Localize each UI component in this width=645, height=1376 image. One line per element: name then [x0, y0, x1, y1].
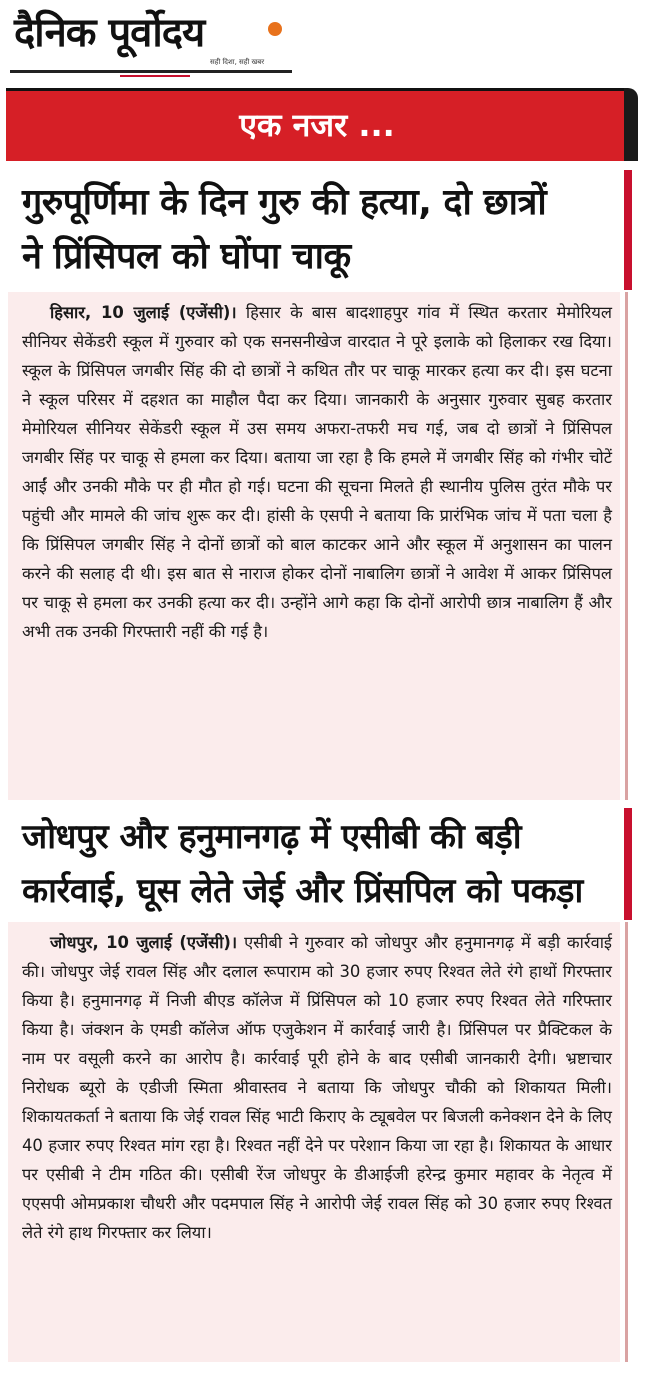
story-1-edge: [625, 292, 628, 800]
section-title: एक नजर ...: [239, 106, 395, 144]
masthead: [10, 8, 290, 72]
story-2-headline-bar: [624, 808, 632, 920]
story-2-headline: [6, 808, 628, 920]
story-2-dateline: जोधपुर, 10 जुलाई (एजेंसी)।: [50, 933, 238, 952]
story-1-headline-line-2: ने प्रिंसिपल को घोंपा चाकू: [22, 236, 351, 277]
section-banner: [6, 88, 628, 161]
logo-dot-icon: [268, 22, 282, 36]
story-2-paragraph: [22, 928, 612, 1247]
masthead-accent-line: [120, 75, 190, 77]
story-2-edge: [625, 922, 628, 1362]
story-1-text: हिसार के बास बादशाहपुर गांव में स्थित करतार मेमोरियल सीनियर सेकेंडरी स्कूल में गुरुवार को एक सनसनीखेज वारदात ने पूरे इलाके को हिलाकर रख दिया। स्कूल के प्रिंसिपल जगबीर सिंह की दो छात्रों ने कथित तौर पर चाकू मारकर हत्या कर दी। इस घटना ने स्कूल परिसर में दहशत का माहौल पैदा कर दिया। जानकारी के अनुसार गुरुवार सुबह करतार मेमोरियल सीनियर सेकेंडरी स्कूल में उस समय अफरा-तफरी मच गई, जब दो छात्रों ने प्रिंसिपल जगबीर सिंह पर चाकू से हमला कर दिया। बताया जा रहा है कि हमले में जगबीर सिंह को गंभीर चोटें आईं और उनकी मौके पर ही मौत हो गई। घटना की सूचना मिलते ही स्थानीय पुलिस तुरंत मौके पर पहुंची और मामले की जांच शुरू कर दी। हांसी के एसपी ने बताया कि प्रारंभिक जांच में पता चला है कि प्रिंसिपल जगबीर सिंह ने दोनों छात्रों को बाल काटकर आने और स्कूल में अनुशासन का पालन करने की सलाह दी थी। इस बात से नाराज होकर दोनों नाबालिग छात्रों ने आवेश में आकर प्रिंसिपल पर चाकू से हमला कर उनकी हत्या कर दी। उन्होंने आगे कहा कि दोनों आरोपी छात्र नाबालिग हैं और अभी तक उनकी गिरफ्तारी नहीं की गई है।: [22, 303, 613, 641]
story-2-text: एसीबी ने गुरुवार को जोधपुर और हनुमानगढ़ में बड़ी कार्रवाई की। जोधपुर जेई रावल सिंह और दलाल रूपाराम को 30 हजार रुपए रिश्वत लेते रंगे हाथों गिरफ्तार किया है। हनुमानगढ़ में निजी बीएड कॉलेज में प्रिंसिपल को 10 हजार रुपए रिश्वत लेते गरिफ्तार किया है। जंक्शन के एमडी कॉलेज ऑफ एजुकेशन में कार्रवाई जारी है। प्रिंसिपल पर प्रैक्टिकल के नाम पर वसूली करने का आरोप है। कार्रवाई पूरी होने के बाद एसीबी जानकारी देगी। भ्रष्टाचार निरोधक ब्यूरो के एडीजी स्मिता श्रीवास्तव ने बताया कि जोधपुर चौकी को शिकायत मिली। शिकायतकर्ता ने बताया कि जेई रावल सिंह भाटी किराए के ट्यूबवेल पर बिजली कनेक्शन देने के लिए 40 हजार रुपए रिश्वत मांग रहा है। रिश्वत नहीं देने पर परेशान किया जा रहा है। शिकायत के आधार पर एसीबी ने टीम गठित की। एसीबी रेंज जोधपुर के डीआईजी हरेन्द्र कुमार महावर के नेतृत्व में एएसपी ओमप्रकाश चौधरी और पदमपाल सिंह ने आरोपी जेई रावल सिंह को 30 हजार रुपए रिश्वत लेते रंगे हाथ गिरफ्तार कर लिया।: [22, 933, 612, 1242]
story-1-headline-line-1: गुरुपूर्णिमा के दिन गुरु की हत्या, दो छात्रों: [22, 182, 547, 223]
story-1-dateline: हिसार, 10 जुलाई (एजेंसी)।: [50, 303, 237, 322]
newspaper-tagline: सही दिशा, सही खबर: [210, 58, 265, 66]
newspaper-name: दैनिक पूर्वोदय: [14, 10, 205, 56]
story-1-headline: [6, 170, 628, 290]
story-2-body: [8, 922, 620, 1362]
story-2-headline-line-1: जोधपुर और हनुमानगढ़ में एसीबी की बड़ी: [22, 817, 522, 857]
story-1-body: [8, 292, 620, 800]
story-2-headline-line-2: कार्रवाई, घूस लेते जेई और प्रिंसपिल को पकड़ा: [22, 871, 583, 911]
story-1-headline-bar: [624, 170, 632, 290]
masthead-rule: [10, 70, 292, 73]
story-1-paragraph: [22, 298, 612, 646]
banner-shadow: [624, 88, 638, 161]
